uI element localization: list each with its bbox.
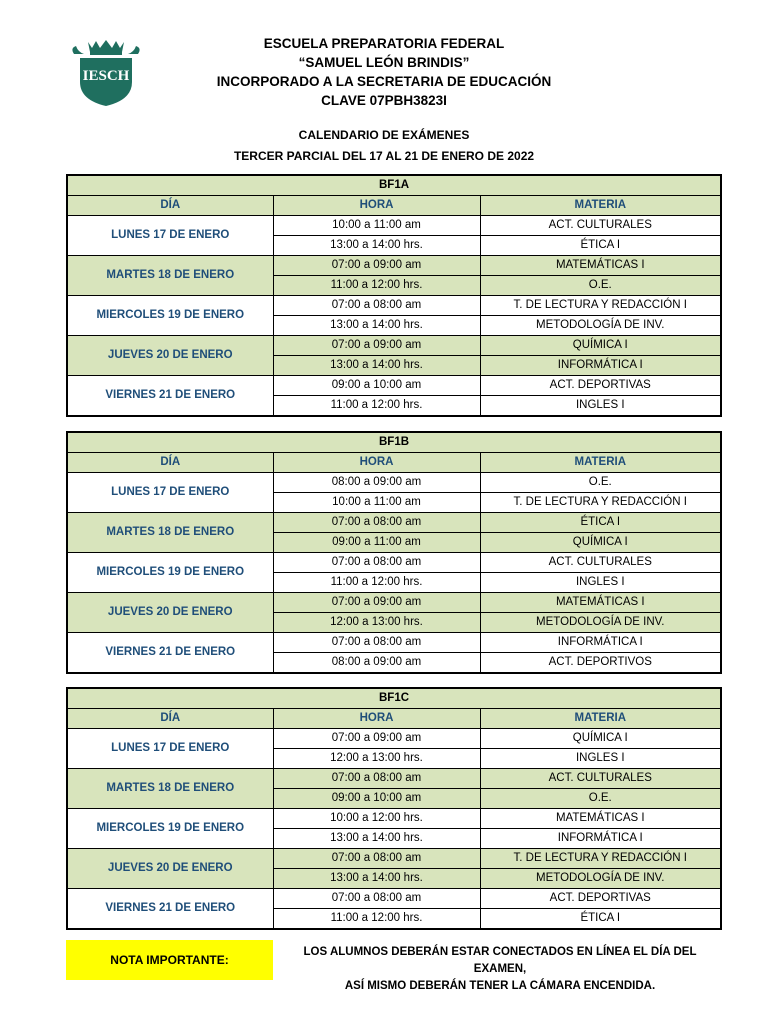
note-line-1: LOS ALUMNOS DEBERÁN ESTAR CONECTADOS EN LÍNEA EL DÍA DEL EXAMEN,: [303, 946, 697, 975]
day-cell: MARTES 18 DE ENERO: [67, 769, 273, 809]
subject-cell: QUÍMICA I: [480, 336, 721, 356]
hour-cell: 07:00 a 08:00 am: [273, 296, 480, 316]
hour-cell: 08:00 a 09:00 am: [273, 473, 480, 493]
table-row: [67, 256, 721, 276]
table-row: [67, 376, 721, 396]
header-line-3: INCORPORADO A LA SECRETARIA DE EDUCACIÓN: [216, 74, 552, 89]
hour-cell: 13:00 a 14:00 hrs.: [273, 869, 480, 889]
column-header-day: DÍA: [67, 709, 273, 729]
logo-text: IESCH: [82, 68, 130, 84]
subject-cell: INFORMÁTICA I: [480, 633, 721, 653]
hour-cell: 07:00 a 08:00 am: [273, 849, 480, 869]
subject-cell: INFORMÁTICA I: [480, 829, 721, 849]
hour-cell: 07:00 a 08:00 am: [273, 513, 480, 533]
table-row: [67, 336, 721, 356]
hour-cell: 11:00 a 12:00 hrs.: [273, 396, 480, 417]
day-cell: LUNES 17 DE ENERO: [67, 473, 273, 513]
day-cell: MARTES 18 DE ENERO: [67, 256, 273, 296]
hour-cell: 10:00 a 11:00 am: [273, 493, 480, 513]
hour-cell: 11:00 a 12:00 hrs.: [273, 573, 480, 593]
subject-cell: QUÍMICA I: [480, 729, 721, 749]
header-line-4: CLAVE 07PBH3823I: [321, 93, 447, 108]
day-cell: MIERCOLES 19 DE ENERO: [67, 809, 273, 849]
subject-cell: ACT. DEPORTIVAS: [480, 376, 721, 396]
calendar-subtitle: TERCER PARCIAL DEL 17 AL 21 DE ENERO DE 2022: [233, 149, 535, 163]
subject-cell: ACT. DEPORTIVAS: [480, 889, 721, 909]
table-row: [67, 849, 721, 869]
day-cell: LUNES 17 DE ENERO: [67, 216, 273, 256]
day-cell: VIERNES 21 DE ENERO: [67, 889, 273, 930]
group-title: BF1B: [67, 432, 721, 453]
school-logo: [66, 38, 146, 108]
subject-cell: QUÍMICA I: [480, 533, 721, 553]
day-cell: VIERNES 21 DE ENERO: [67, 376, 273, 417]
subject-cell: T. DE LECTURA Y REDACCIÓN I: [480, 296, 721, 316]
header-line-2: “SAMUEL LEÓN BRINDIS”: [298, 55, 470, 70]
hour-cell: 07:00 a 09:00 am: [273, 336, 480, 356]
subject-cell: ÉTICA I: [480, 513, 721, 533]
hour-cell: 13:00 a 14:00 hrs.: [273, 829, 480, 849]
hour-cell: 07:00 a 08:00 am: [273, 553, 480, 573]
table-row: [67, 809, 721, 829]
schedule-table-bf1a: [66, 174, 722, 417]
hour-cell: 09:00 a 11:00 am: [273, 533, 480, 553]
subject-cell: T. DE LECTURA Y REDACCIÓN I: [480, 849, 721, 869]
column-header-subject: MATERIA: [480, 709, 721, 729]
table-row: [67, 593, 721, 613]
hour-cell: 09:00 a 10:00 am: [273, 789, 480, 809]
hour-cell: 07:00 a 08:00 am: [273, 769, 480, 789]
day-cell: VIERNES 21 DE ENERO: [67, 633, 273, 674]
day-cell: JUEVES 20 DE ENERO: [67, 593, 273, 633]
subject-cell: ACT. CULTURALES: [480, 553, 721, 573]
schedule-table-bf1c: [66, 687, 722, 930]
table-row: [67, 553, 721, 573]
table-row: [67, 296, 721, 316]
subject-cell: METODOLOGÍA DE INV.: [480, 316, 721, 336]
subject-cell: MATEMÁTICAS I: [480, 593, 721, 613]
hour-cell: 08:00 a 09:00 am: [273, 653, 480, 674]
subject-cell: O.E.: [480, 789, 721, 809]
day-cell: JUEVES 20 DE ENERO: [67, 336, 273, 376]
hour-cell: 13:00 a 14:00 hrs.: [273, 236, 480, 256]
table-row: [67, 216, 721, 236]
table-row: [67, 473, 721, 493]
hour-cell: 07:00 a 09:00 am: [273, 729, 480, 749]
subject-cell: T. DE LECTURA Y REDACCIÓN I: [480, 493, 721, 513]
day-cell: MIERCOLES 19 DE ENERO: [67, 296, 273, 336]
schedule-table-bf1b: [66, 431, 722, 674]
hour-cell: 09:00 a 10:00 am: [273, 376, 480, 396]
hour-cell: 13:00 a 14:00 hrs.: [273, 356, 480, 376]
subject-cell: METODOLOGÍA DE INV.: [480, 869, 721, 889]
table-row: [67, 729, 721, 749]
column-header-hour: HORA: [273, 453, 480, 473]
day-cell: LUNES 17 DE ENERO: [67, 729, 273, 769]
subject-cell: INGLES I: [480, 749, 721, 769]
column-header-subject: MATERIA: [480, 196, 721, 216]
table-row: [67, 513, 721, 533]
hour-cell: 07:00 a 08:00 am: [273, 889, 480, 909]
note-text: [280, 944, 720, 995]
subject-cell: ACT. CULTURALES: [480, 216, 721, 236]
group-title: BF1C: [67, 688, 721, 709]
hour-cell: 12:00 a 13:00 hrs.: [273, 613, 480, 633]
day-cell: MARTES 18 DE ENERO: [67, 513, 273, 553]
note-line-2: ASÍ MISMO DEBERÁN TENER LA CÁMARA ENCENDIDA.: [344, 980, 656, 992]
subject-cell: ACT. CULTURALES: [480, 769, 721, 789]
note-label: NOTA IMPORTANTE:: [66, 940, 273, 980]
subject-cell: INFORMÁTICA I: [480, 356, 721, 376]
subject-cell: ÉTICA I: [480, 909, 721, 930]
table-row: [67, 769, 721, 789]
header-line-1: ESCUELA PREPARATORIA FEDERAL: [263, 36, 505, 51]
subject-cell: O.E.: [480, 276, 721, 296]
day-cell: JUEVES 20 DE ENERO: [67, 849, 273, 889]
calendar-heading: [180, 125, 588, 167]
hour-cell: 10:00 a 11:00 am: [273, 216, 480, 236]
calendar-title: CALENDARIO DE EXÁMENES: [298, 128, 470, 142]
hour-cell: 13:00 a 14:00 hrs.: [273, 316, 480, 336]
column-header-hour: HORA: [273, 196, 480, 216]
hour-cell: 11:00 a 12:00 hrs.: [273, 909, 480, 930]
hour-cell: 10:00 a 12:00 hrs.: [273, 809, 480, 829]
subject-cell: MATEMÁTICAS I: [480, 256, 721, 276]
hour-cell: 11:00 a 12:00 hrs.: [273, 276, 480, 296]
day-cell: MIERCOLES 19 DE ENERO: [67, 553, 273, 593]
column-header-subject: MATERIA: [480, 453, 721, 473]
hour-cell: 12:00 a 13:00 hrs.: [273, 749, 480, 769]
subject-cell: INGLES I: [480, 573, 721, 593]
column-header-day: DÍA: [67, 453, 273, 473]
subject-cell: MATEMÁTICAS I: [480, 809, 721, 829]
group-title: BF1A: [67, 175, 721, 196]
column-header-day: DÍA: [67, 196, 273, 216]
subject-cell: ÉTICA I: [480, 236, 721, 256]
hour-cell: 07:00 a 08:00 am: [273, 633, 480, 653]
subject-cell: INGLES I: [480, 396, 721, 417]
subject-cell: O.E.: [480, 473, 721, 493]
school-header: [180, 34, 588, 110]
hour-cell: 07:00 a 09:00 am: [273, 593, 480, 613]
table-row: [67, 633, 721, 653]
subject-cell: ACT. DEPORTIVOS: [480, 653, 721, 674]
hour-cell: 07:00 a 09:00 am: [273, 256, 480, 276]
subject-cell: METODOLOGÍA DE INV.: [480, 613, 721, 633]
column-header-hour: HORA: [273, 709, 480, 729]
table-row: [67, 889, 721, 909]
